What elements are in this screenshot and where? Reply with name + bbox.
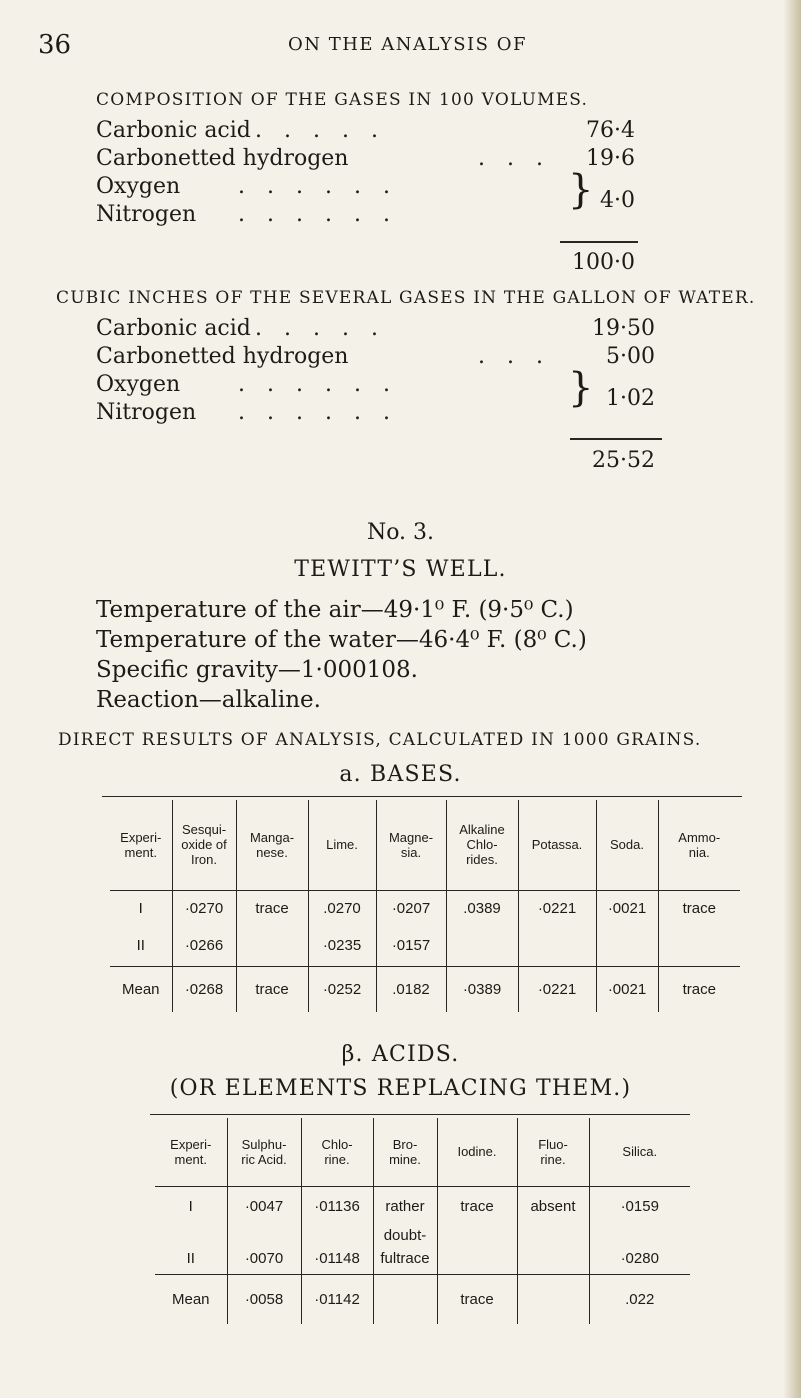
- table-cell: ·0157: [376, 926, 446, 966]
- leader-dots: ...: [478, 146, 565, 171]
- leader-dots: ......: [238, 372, 412, 397]
- column-header: Potassa.: [518, 800, 596, 890]
- table-cell: [155, 1226, 227, 1244]
- column-header: Manga- nese.: [236, 800, 308, 890]
- well-number: No. 3.: [366, 520, 435, 545]
- leader-dots: ...: [478, 344, 565, 369]
- column-header: Experi- ment.: [120, 829, 162, 860]
- composition-row-name: Oxygen: [96, 174, 181, 199]
- table-cell: ·0270: [172, 890, 236, 926]
- direct-results-heading: DIRECT RESULTS OF ANALYSIS, CALCULATED IN 1000 GRAINS.: [58, 730, 702, 750]
- table-cell: trace: [236, 890, 308, 926]
- table-cell: .022: [589, 1274, 690, 1324]
- table-cell: ·01136: [301, 1186, 373, 1226]
- table-cell: I: [188, 1197, 193, 1215]
- table-cell: trace: [658, 890, 740, 926]
- column-header: Iodine.: [437, 1118, 517, 1186]
- brace-icon: }: [568, 365, 594, 411]
- table-cell: ·0021: [596, 890, 658, 926]
- table-cell: [437, 1244, 517, 1274]
- cubic-row-name: Carbonetted hydrogen: [96, 344, 349, 369]
- cubic-row-name: Carbonic acid: [96, 316, 251, 341]
- table-cell: trace: [658, 966, 740, 1012]
- acids-table: [155, 1118, 690, 1324]
- table-cell: ·0266: [172, 926, 236, 966]
- column-header: Alkaline Chlo- rides.: [446, 800, 518, 890]
- table-row-mean: [155, 1274, 690, 1324]
- table-row: [110, 890, 740, 926]
- table-cell: trace: [437, 1186, 517, 1226]
- table-cell: ·0268: [172, 966, 236, 1012]
- temperature-water: Temperature of the water—46·4⁰ F. (8⁰ C.): [96, 627, 587, 653]
- brace-icon: }: [568, 167, 594, 213]
- table-cell: ·0280: [589, 1244, 690, 1274]
- table-cell: ·0221: [518, 966, 596, 1012]
- composition-bracket-value: 4·0: [600, 188, 635, 213]
- cubic-row-name: Oxygen: [96, 372, 181, 397]
- table-cell: II: [186, 1250, 195, 1268]
- cubic-total: 25·52: [592, 448, 655, 473]
- composition-total: 100·0: [572, 250, 635, 275]
- table-cell: .0270: [308, 890, 376, 926]
- table-cell: ·0235: [308, 926, 376, 966]
- leader-dots: ......: [238, 202, 412, 227]
- column-header: Experi- ment.: [170, 1136, 212, 1167]
- table-top-rule: [102, 796, 742, 797]
- table-cell: trace: [437, 1274, 517, 1324]
- table-cell: absent: [517, 1186, 589, 1226]
- table-cell: I: [138, 899, 143, 917]
- column-header: Ammo- nia.: [658, 800, 740, 890]
- table-cell: Mean: [171, 1290, 210, 1308]
- bases-subheading: a. BASES.: [339, 762, 462, 787]
- table-row: [155, 1226, 690, 1244]
- table-cell: ·0252: [308, 966, 376, 1012]
- well-name: TEWITT’S WELL.: [294, 557, 507, 582]
- table-row: [155, 1244, 690, 1274]
- table-cell: ·01142: [301, 1274, 373, 1324]
- table-cell: [517, 1226, 589, 1244]
- acids-heading: β. ACIDS.: [341, 1042, 460, 1067]
- column-header: Chlo- rine.: [301, 1118, 373, 1186]
- cubic-heading: CUBIC INCHES OF THE SEVERAL GASES IN THE GALLON OF WATER.: [56, 288, 756, 308]
- cubic-row-value: 19·50: [592, 316, 655, 341]
- table-cell: [437, 1226, 517, 1244]
- acids-subheading: (OR ELEMENTS REPLACING THEM.): [169, 1076, 632, 1101]
- table-cell: ·0047: [227, 1186, 301, 1226]
- composition-row-value: 19·6: [586, 146, 635, 171]
- cubic-bracket-value: 1·02: [606, 386, 655, 411]
- table-cell: ·01148: [301, 1244, 373, 1274]
- table-cell: .0182: [376, 966, 446, 1012]
- table-cell: ·0221: [518, 890, 596, 926]
- column-header: Sesqui- oxide of Iron.: [172, 800, 236, 890]
- column-header: Lime.: [308, 800, 376, 890]
- table-row: [155, 1186, 690, 1226]
- table-cell: [227, 1226, 301, 1244]
- table-cell: ·0207: [376, 890, 446, 926]
- table-cell: [658, 926, 740, 966]
- sum-rule: [570, 438, 662, 440]
- table-top-rule: [150, 1114, 690, 1115]
- leader-dots: .....: [255, 316, 400, 341]
- table-cell: ·0389: [446, 966, 518, 1012]
- table-cell: [589, 1226, 690, 1244]
- table-cell: ·0058: [227, 1274, 301, 1324]
- composition-row-value: 76·4: [586, 118, 635, 143]
- cubic-row-name: Nitrogen: [96, 400, 197, 425]
- leader-dots: ......: [238, 400, 412, 425]
- table-cell: [373, 1274, 437, 1324]
- composition-row-name: Nitrogen: [96, 202, 197, 227]
- table-cell: [518, 926, 596, 966]
- running-head: ON THE ANALYSIS OF: [288, 34, 527, 55]
- table-cell: fultrace: [373, 1244, 437, 1274]
- composition-row-name: Carbonic acid: [96, 118, 251, 143]
- cubic-row-value: 5·00: [606, 344, 655, 369]
- table-cell: doubt-: [373, 1226, 437, 1244]
- table-row-mean: [110, 966, 740, 1012]
- composition-row-name: Carbonetted hydrogen: [96, 146, 349, 171]
- table-cell: ·0070: [227, 1244, 301, 1274]
- table-cell: Mean: [121, 980, 160, 998]
- table-cell: .0389: [446, 890, 518, 926]
- leader-dots: ......: [238, 174, 412, 199]
- table-cell: [517, 1244, 589, 1274]
- table-cell: II: [136, 937, 145, 955]
- table-cell: rather: [373, 1186, 437, 1226]
- page-number: 36: [38, 30, 72, 60]
- table-cell: [301, 1226, 373, 1244]
- table-cell: ·0159: [589, 1186, 690, 1226]
- table-row: [110, 926, 740, 966]
- table-cell: trace: [236, 966, 308, 1012]
- reaction: Reaction—alkaline.: [96, 687, 321, 713]
- table-cell: [596, 926, 658, 966]
- column-header: Soda.: [596, 800, 658, 890]
- column-header: Magne- sia.: [376, 800, 446, 890]
- table-cell: [446, 926, 518, 966]
- page-edge-shadow: [783, 0, 801, 1398]
- column-header: Fluo- rine.: [517, 1118, 589, 1186]
- leader-dots: .....: [255, 118, 400, 143]
- table-cell: ·0021: [596, 966, 658, 1012]
- column-header: Sulphu- ric Acid.: [227, 1118, 301, 1186]
- column-header: Silica.: [589, 1118, 690, 1186]
- specific-gravity: Specific gravity—1·000108.: [96, 657, 418, 683]
- table-cell: [517, 1274, 589, 1324]
- table-cell: [236, 926, 308, 966]
- sum-rule: [560, 241, 638, 243]
- composition-heading: COMPOSITION OF THE GASES IN 100 VOLUMES.: [96, 90, 589, 110]
- bases-table: [110, 800, 740, 1012]
- column-header: Bro- mine.: [373, 1118, 437, 1186]
- temperature-air: Temperature of the air—49·1⁰ F. (9·5⁰ C.): [96, 597, 574, 623]
